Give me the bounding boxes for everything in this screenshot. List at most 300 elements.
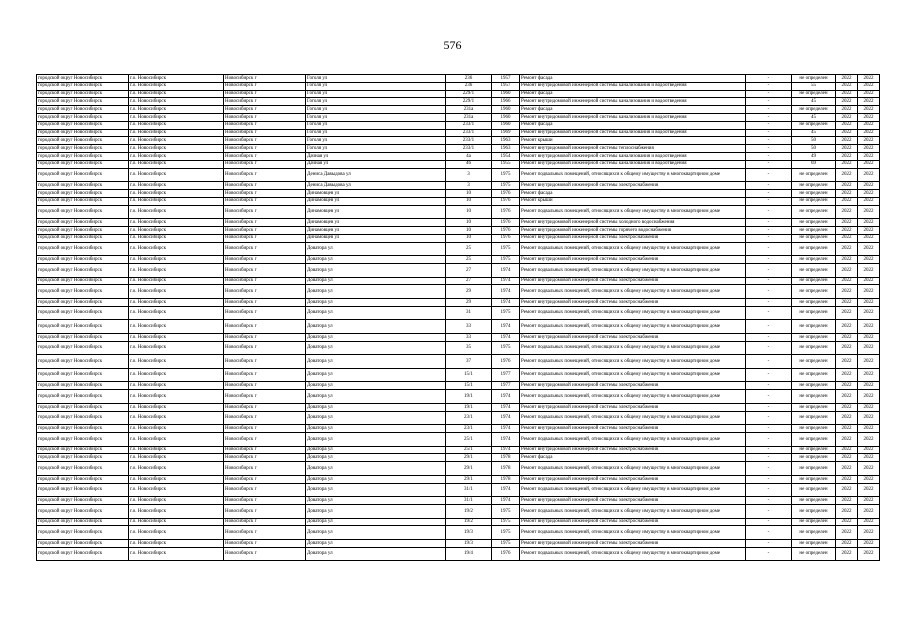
work-type-cell: Ремонт подвальных помещений, относящихся к общему имуществу в многоквартирном доме xyxy=(520,368,746,382)
start-year-cell: 2022 xyxy=(836,106,858,114)
house-cell: 15/1 xyxy=(446,368,492,382)
street-cell: Гоголя ул xyxy=(306,113,446,121)
house-cell: 3 xyxy=(446,168,492,182)
year-built-cell: 1976 xyxy=(492,197,520,205)
start-year-cell: 2022 xyxy=(836,285,858,299)
end-year-cell: 2022 xyxy=(858,152,880,160)
dash-cell: - xyxy=(746,526,792,540)
city-cell: Новосибирск г xyxy=(224,446,306,454)
street-cell: Гоголя ул xyxy=(306,90,446,98)
table-row xyxy=(37,341,880,355)
work-type-cell: Ремонт внутридомовой инженерной системы электроснабжения xyxy=(520,382,746,390)
dash-cell: - xyxy=(746,497,792,505)
amount-cell: не определен xyxy=(792,540,836,548)
work-type-cell: Ремонт внутридомовой инженерной системы электроснабжения xyxy=(520,497,746,505)
amount-cell: 69 xyxy=(792,160,836,168)
year-built-cell: 1975 xyxy=(492,518,520,526)
municipality-cell: городской округ Новосибирск xyxy=(37,189,129,197)
table-row xyxy=(37,137,880,145)
year-built-cell: 1974 xyxy=(492,390,520,404)
table-row xyxy=(37,113,880,121)
year-built-cell: 1978 xyxy=(492,475,520,483)
street-cell: Дачная ул xyxy=(306,160,446,168)
amount-cell: не определен xyxy=(792,411,836,425)
street-cell: Динамовцев ул xyxy=(306,226,446,234)
district-cell: г.о. Новосибирск xyxy=(129,137,224,145)
table-row xyxy=(37,540,880,548)
table-row xyxy=(37,182,880,190)
table-body xyxy=(37,75,880,561)
table-row xyxy=(37,129,880,137)
start-year-cell: 2022 xyxy=(836,462,858,476)
dash-cell: - xyxy=(746,454,792,462)
amount-cell: не определен xyxy=(792,298,836,306)
start-year-cell: 2022 xyxy=(836,483,858,497)
end-year-cell: 2022 xyxy=(858,368,880,382)
table-row xyxy=(37,189,880,197)
municipality-cell: городской округ Новосибирск xyxy=(37,526,129,540)
end-year-cell: 2022 xyxy=(858,298,880,306)
house-cell: 19/1 xyxy=(446,390,492,404)
year-built-cell: 1977 xyxy=(492,382,520,390)
table-row xyxy=(37,121,880,129)
work-type-cell: Ремонт внутридомовой инженерной системы электроснабжения xyxy=(520,182,746,190)
year-built-cell: 1955 xyxy=(492,160,520,168)
work-type-cell: Ремонт внутридомовой инженерной системы канализования и водоотведения xyxy=(520,82,746,90)
work-type-cell: Ремонт внутридомовой инженерной системы электроснабжения xyxy=(520,475,746,483)
start-year-cell: 2022 xyxy=(836,540,858,548)
city-cell: Новосибирск г xyxy=(224,382,306,390)
district-cell: г.о. Новосибирск xyxy=(129,256,224,264)
house-cell: 23/1 xyxy=(446,425,492,433)
city-cell: Новосибирск г xyxy=(224,475,306,483)
start-year-cell: 2022 xyxy=(836,518,858,526)
municipality-cell: городской округ Новосибирск xyxy=(37,168,129,182)
city-cell: Новосибирск г xyxy=(224,497,306,505)
street-cell: Доватора ул xyxy=(306,483,446,497)
house-cell: 19/2 xyxy=(446,518,492,526)
house-cell: 35 xyxy=(446,341,492,355)
year-built-cell: 1974 xyxy=(492,263,520,277)
street-cell: Доватора ул xyxy=(306,263,446,277)
start-year-cell: 2022 xyxy=(836,145,858,153)
amount-cell: не определен xyxy=(792,547,836,561)
dash-cell: - xyxy=(746,462,792,476)
dash-cell: - xyxy=(746,411,792,425)
work-type-cell: Ремонт подвальных помещений, относящихся к общему имуществу в многоквартирном доме xyxy=(520,306,746,320)
dash-cell: - xyxy=(746,368,792,382)
start-year-cell: 2022 xyxy=(836,355,858,369)
district-cell: г.о. Новосибирск xyxy=(129,306,224,320)
end-year-cell: 2022 xyxy=(858,320,880,334)
street-cell: Доватора ул xyxy=(306,242,446,256)
amount-cell: не определен xyxy=(792,277,836,285)
street-cell: Доватора ул xyxy=(306,341,446,355)
municipality-cell: городской округ Новосибирск xyxy=(37,121,129,129)
work-type-cell: Ремонт подвальных помещений, относящихся к общему имуществу в многоквартирном доме xyxy=(520,168,746,182)
municipality-cell: городской округ Новосибирск xyxy=(37,390,129,404)
end-year-cell: 2022 xyxy=(858,518,880,526)
start-year-cell: 2022 xyxy=(836,547,858,561)
start-year-cell: 2022 xyxy=(836,182,858,190)
house-cell: 231а xyxy=(446,113,492,121)
municipality-cell: городской округ Новосибирск xyxy=(37,256,129,264)
city-cell: Новосибирск г xyxy=(224,403,306,411)
end-year-cell: 2022 xyxy=(858,403,880,411)
dash-cell: - xyxy=(746,113,792,121)
house-cell: 231а xyxy=(446,106,492,114)
district-cell: г.о. Новосибирск xyxy=(129,475,224,483)
city-cell: Новосибирск г xyxy=(224,526,306,540)
amount-cell: не определен xyxy=(792,475,836,483)
city-cell: Новосибирск г xyxy=(224,113,306,121)
district-cell: г.о. Новосибирск xyxy=(129,75,224,83)
amount-cell: 55 xyxy=(792,82,836,90)
street-cell: Доватора ул xyxy=(306,390,446,404)
city-cell: Новосибирск г xyxy=(224,145,306,153)
district-cell: г.о. Новосибирск xyxy=(129,382,224,390)
dash-cell: - xyxy=(746,226,792,234)
district-cell: г.о. Новосибирск xyxy=(129,205,224,219)
year-built-cell: 1974 xyxy=(492,403,520,411)
work-type-cell: Ремонт внутридомовой инженерной системы электроснабжения xyxy=(520,403,746,411)
end-year-cell: 2022 xyxy=(858,182,880,190)
work-type-cell: Ремонт подвальных помещений, относящихся к общему имуществу в многоквартирном доме xyxy=(520,433,746,447)
city-cell: Новосибирск г xyxy=(224,433,306,447)
work-type-cell: Ремонт фасада xyxy=(520,75,746,83)
city-cell: Новосибирск г xyxy=(224,298,306,306)
municipality-cell: городской округ Новосибирск xyxy=(37,106,129,114)
house-cell: 29/1 xyxy=(446,475,492,483)
end-year-cell: 2022 xyxy=(858,547,880,561)
start-year-cell: 2022 xyxy=(836,497,858,505)
city-cell: Новосибирск г xyxy=(224,333,306,341)
work-type-cell: Ремонт внутридомовой инженерной системы горячего водоснабжения xyxy=(520,226,746,234)
house-cell: 33 xyxy=(446,320,492,334)
end-year-cell: 2022 xyxy=(858,285,880,299)
street-cell: Доватора ул xyxy=(306,277,446,285)
amount-cell: не определен xyxy=(792,368,836,382)
house-cell: 46 xyxy=(446,160,492,168)
district-cell: г.о. Новосибирск xyxy=(129,547,224,561)
work-type-cell: Ремонт внутридомовой инженерной системы электроснабжения xyxy=(520,298,746,306)
table-row xyxy=(37,168,880,182)
table-row xyxy=(37,106,880,114)
work-type-cell: Ремонт внутридомовой инженерной системы электроснабжения xyxy=(520,540,746,548)
municipality-cell: городской округ Новосибирск xyxy=(37,433,129,447)
amount-cell: не определен xyxy=(792,121,836,129)
street-cell: Доватора ул xyxy=(306,433,446,447)
street-cell: Динамовцев ул xyxy=(306,197,446,205)
year-built-cell: 1975 xyxy=(492,182,520,190)
amount-cell: не определен xyxy=(792,320,836,334)
dash-cell: - xyxy=(746,285,792,299)
street-cell: Доватора ул xyxy=(306,382,446,390)
table-row xyxy=(37,90,880,98)
dash-cell: - xyxy=(746,320,792,334)
start-year-cell: 2022 xyxy=(836,121,858,129)
dash-cell: - xyxy=(746,382,792,390)
amount-cell: не определен xyxy=(792,256,836,264)
table-row xyxy=(37,403,880,411)
amount-cell: не определен xyxy=(792,433,836,447)
amount-cell: не определен xyxy=(792,75,836,83)
district-cell: г.о. Новосибирск xyxy=(129,518,224,526)
amount-cell: не определен xyxy=(792,333,836,341)
street-cell: Доватора ул xyxy=(306,425,446,433)
house-cell: 29 xyxy=(446,298,492,306)
end-year-cell: 2022 xyxy=(858,226,880,234)
work-type-cell: Ремонт внутридомовой инженерной системы электроснабжения xyxy=(520,277,746,285)
house-cell: 19/3 xyxy=(446,540,492,548)
table-row xyxy=(37,382,880,390)
table-row xyxy=(37,306,880,320)
house-cell: 19/1 xyxy=(446,403,492,411)
house-cell: 27 xyxy=(446,263,492,277)
start-year-cell: 2022 xyxy=(836,368,858,382)
work-type-cell: Ремонт подвальных помещений, относящихся к общему имуществу в многоквартирном доме xyxy=(520,341,746,355)
district-cell: г.о. Новосибирск xyxy=(129,497,224,505)
start-year-cell: 2022 xyxy=(836,411,858,425)
year-built-cell: 1974 xyxy=(492,411,520,425)
city-cell: Новосибирск г xyxy=(224,454,306,462)
amount-cell: не определен xyxy=(792,446,836,454)
district-cell: г.о. Новосибирск xyxy=(129,82,224,90)
amount-cell: не определен xyxy=(792,242,836,256)
district-cell: г.о. Новосибирск xyxy=(129,403,224,411)
year-built-cell: 1960 xyxy=(492,121,520,129)
dash-cell: - xyxy=(746,197,792,205)
start-year-cell: 2022 xyxy=(836,75,858,83)
work-type-cell: Ремонт внутридомовой инженерной системы электроснабжения xyxy=(520,333,746,341)
house-cell: 19/4 xyxy=(446,547,492,561)
city-cell: Новосибирск г xyxy=(224,483,306,497)
city-cell: Новосибирск г xyxy=(224,182,306,190)
dash-cell: - xyxy=(746,75,792,83)
table-row xyxy=(37,425,880,433)
work-type-cell: Ремонт фасада xyxy=(520,90,746,98)
year-built-cell: 1978 xyxy=(492,462,520,476)
amount-cell: не определен xyxy=(792,234,836,242)
street-cell: Гоголя ул xyxy=(306,137,446,145)
dash-cell: - xyxy=(746,182,792,190)
municipality-cell: городской округ Новосибирск xyxy=(37,242,129,256)
year-built-cell: 1963 xyxy=(492,137,520,145)
dash-cell: - xyxy=(746,234,792,242)
year-built-cell: 1975 xyxy=(492,168,520,182)
table-row xyxy=(37,263,880,277)
city-cell: Новосибирск г xyxy=(224,518,306,526)
start-year-cell: 2022 xyxy=(836,433,858,447)
table-row xyxy=(37,368,880,382)
start-year-cell: 2022 xyxy=(836,234,858,242)
table-row xyxy=(37,526,880,540)
end-year-cell: 2022 xyxy=(858,497,880,505)
table-row xyxy=(37,98,880,106)
year-built-cell: 1975 xyxy=(492,505,520,519)
work-type-cell: Ремонт внутридомовой инженерной системы холодного водоснабжения xyxy=(520,219,746,227)
year-built-cell: 1974 xyxy=(492,446,520,454)
street-cell: Доватора ул xyxy=(306,333,446,341)
municipality-cell: городской округ Новосибирск xyxy=(37,82,129,90)
start-year-cell: 2022 xyxy=(836,341,858,355)
city-cell: Новосибирск г xyxy=(224,75,306,83)
district-cell: г.о. Новосибирск xyxy=(129,113,224,121)
end-year-cell: 2022 xyxy=(858,82,880,90)
year-built-cell: 1974 xyxy=(492,333,520,341)
municipality-cell: городской округ Новосибирск xyxy=(37,454,129,462)
municipality-cell: городской округ Новосибирск xyxy=(37,462,129,476)
house-cell: 29 xyxy=(446,285,492,299)
dash-cell: - xyxy=(746,475,792,483)
amount-cell: не определен xyxy=(792,483,836,497)
municipality-cell: городской округ Новосибирск xyxy=(37,145,129,153)
city-cell: Новосибирск г xyxy=(224,320,306,334)
year-built-cell: 1974 xyxy=(492,483,520,497)
house-cell: 10 xyxy=(446,234,492,242)
district-cell: г.о. Новосибирск xyxy=(129,411,224,425)
district-cell: г.о. Новосибирск xyxy=(129,168,224,182)
table-row xyxy=(37,82,880,90)
house-cell: 25 xyxy=(446,242,492,256)
table-row xyxy=(37,462,880,476)
dash-cell: - xyxy=(746,540,792,548)
amount-cell: не определен xyxy=(792,205,836,219)
table-row xyxy=(37,355,880,369)
work-type-cell: Ремонт подвальных помещений, относящихся к общему имуществу в многоквартирном доме xyxy=(520,390,746,404)
start-year-cell: 2022 xyxy=(836,382,858,390)
start-year-cell: 2022 xyxy=(836,242,858,256)
house-cell: 233/1 xyxy=(446,129,492,137)
city-cell: Новосибирск г xyxy=(224,106,306,114)
city-cell: Новосибирск г xyxy=(224,285,306,299)
year-built-cell: 1974 xyxy=(492,285,520,299)
city-cell: Новосибирск г xyxy=(224,411,306,425)
district-cell: г.о. Новосибирск xyxy=(129,98,224,106)
end-year-cell: 2022 xyxy=(858,433,880,447)
municipality-cell: городской округ Новосибирск xyxy=(37,298,129,306)
district-cell: г.о. Новосибирск xyxy=(129,355,224,369)
start-year-cell: 2022 xyxy=(836,403,858,411)
municipality-cell: городской округ Новосибирск xyxy=(37,341,129,355)
table-row xyxy=(37,390,880,404)
dash-cell: - xyxy=(746,403,792,411)
district-cell: г.о. Новосибирск xyxy=(129,298,224,306)
district-cell: г.о. Новосибирск xyxy=(129,226,224,234)
dash-cell: - xyxy=(746,333,792,341)
start-year-cell: 2022 xyxy=(836,526,858,540)
municipality-cell: городской округ Новосибирск xyxy=(37,160,129,168)
end-year-cell: 2022 xyxy=(858,411,880,425)
amount-cell: не определен xyxy=(792,390,836,404)
dash-cell: - xyxy=(746,263,792,277)
house-cell: 25/1 xyxy=(446,446,492,454)
city-cell: Новосибирск г xyxy=(224,205,306,219)
dash-cell: - xyxy=(746,145,792,153)
street-cell: Динамовцев ул xyxy=(306,219,446,227)
district-cell: г.о. Новосибирск xyxy=(129,197,224,205)
end-year-cell: 2022 xyxy=(858,160,880,168)
amount-cell: не определен xyxy=(792,497,836,505)
table-row xyxy=(37,475,880,483)
end-year-cell: 2022 xyxy=(858,98,880,106)
dash-cell: - xyxy=(746,298,792,306)
city-cell: Новосибирск г xyxy=(224,547,306,561)
district-cell: г.о. Новосибирск xyxy=(129,320,224,334)
table-row xyxy=(37,298,880,306)
city-cell: Новосибирск г xyxy=(224,129,306,137)
dash-cell: - xyxy=(746,129,792,137)
dash-cell: - xyxy=(746,98,792,106)
city-cell: Новосибирск г xyxy=(224,168,306,182)
work-type-cell: Ремонт подвальных помещений, относящихся к общему имуществу в многоквартирном доме xyxy=(520,285,746,299)
table-row xyxy=(37,285,880,299)
end-year-cell: 2022 xyxy=(858,90,880,98)
work-type-cell: Ремонт подвальных помещений, относящихся к общему имуществу в многоквартирном доме xyxy=(520,462,746,476)
city-cell: Новосибирск г xyxy=(224,390,306,404)
district-cell: г.о. Новосибирск xyxy=(129,263,224,277)
year-built-cell: 1954 xyxy=(492,152,520,160)
dash-cell: - xyxy=(746,277,792,285)
year-built-cell: 1974 xyxy=(492,320,520,334)
start-year-cell: 2022 xyxy=(836,98,858,106)
dash-cell: - xyxy=(746,168,792,182)
street-cell: Дениса Давыдова ул xyxy=(306,182,446,190)
district-cell: г.о. Новосибирск xyxy=(129,152,224,160)
house-cell: 19/3 xyxy=(446,526,492,540)
municipality-cell: городской округ Новосибирск xyxy=(37,277,129,285)
end-year-cell: 2022 xyxy=(858,168,880,182)
street-cell: Гоголя ул xyxy=(306,129,446,137)
dash-cell: - xyxy=(746,121,792,129)
municipality-cell: городской округ Новосибирск xyxy=(37,333,129,341)
end-year-cell: 2022 xyxy=(858,256,880,264)
amount-cell: не определен xyxy=(792,382,836,390)
street-cell: Динамовцев ул xyxy=(306,234,446,242)
municipality-cell: городской округ Новосибирск xyxy=(37,355,129,369)
municipality-cell: городской округ Новосибирск xyxy=(37,540,129,548)
amount-cell: 45 xyxy=(792,113,836,121)
municipality-cell: городской округ Новосибирск xyxy=(37,90,129,98)
year-built-cell: 1976 xyxy=(492,355,520,369)
municipality-cell: городской округ Новосибирск xyxy=(37,219,129,227)
amount-cell: 50 xyxy=(792,137,836,145)
street-cell: Доватора ул xyxy=(306,355,446,369)
municipality-cell: городской округ Новосибирск xyxy=(37,152,129,160)
work-type-cell: Ремонт подвальных помещений, относящихся к общему имуществу в многоквартирном доме xyxy=(520,411,746,425)
house-cell: 229/1 xyxy=(446,98,492,106)
dash-cell: - xyxy=(746,483,792,497)
amount-cell: не определен xyxy=(792,355,836,369)
end-year-cell: 2022 xyxy=(858,263,880,277)
dash-cell: - xyxy=(746,446,792,454)
city-cell: Новосибирск г xyxy=(224,242,306,256)
end-year-cell: 2022 xyxy=(858,526,880,540)
house-cell: 10 xyxy=(446,219,492,227)
year-built-cell: 1975 xyxy=(492,242,520,256)
work-type-cell: Ремонт внутридомовой инженерной системы теплоснабжения xyxy=(520,145,746,153)
street-cell: Дачная ул xyxy=(306,152,446,160)
amount-cell: 50 xyxy=(792,145,836,153)
dash-cell: - xyxy=(746,256,792,264)
house-cell: 10 xyxy=(446,197,492,205)
work-type-cell: Ремонт подвальных помещений, относящихся к общему имуществу в многоквартирном доме xyxy=(520,263,746,277)
district-cell: г.о. Новосибирск xyxy=(129,483,224,497)
year-built-cell: 1960 xyxy=(492,113,520,121)
city-cell: Новосибирск г xyxy=(224,121,306,129)
dash-cell: - xyxy=(746,82,792,90)
street-cell: Гоголя ул xyxy=(306,98,446,106)
